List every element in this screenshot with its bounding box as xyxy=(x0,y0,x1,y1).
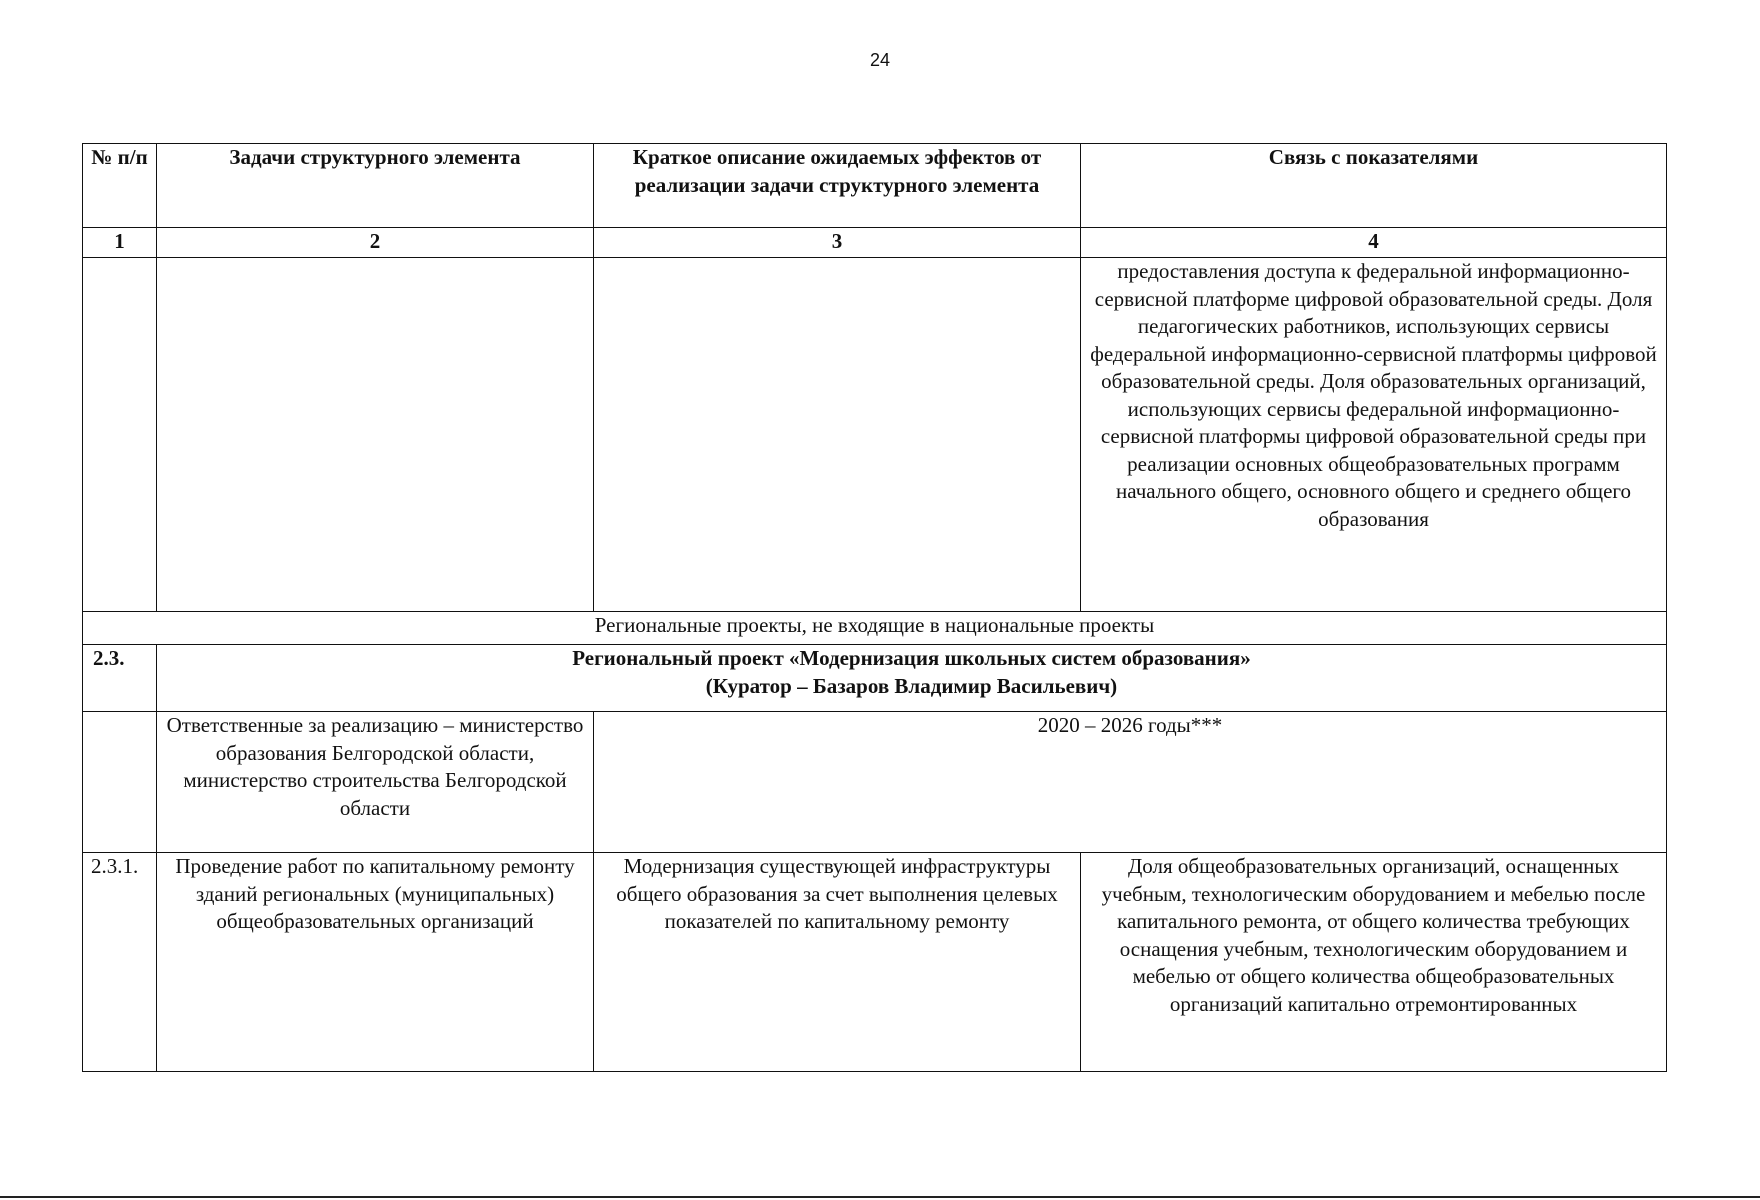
header-num: № п/п xyxy=(83,144,157,228)
continuation-row xyxy=(83,258,1667,612)
bottom-rule xyxy=(0,1196,1760,1198)
responsible-text: Ответственные за реализацию – министерство образования Белгородской области, министерство строительства Белгородской области xyxy=(157,712,594,853)
column-number-1: 1 xyxy=(83,228,157,258)
row-task: Проведение работ по капитальному ремонту зданий региональных (муниципальных) общеобразовательных организаций xyxy=(157,853,594,1072)
section-title: Региональные проекты, не входящие в национальные проекты xyxy=(83,612,1667,645)
project-title: Региональный проект «Модернизация школьных систем образования» xyxy=(572,646,1251,670)
project-heading xyxy=(157,645,1667,712)
column-number-2: 2 xyxy=(157,228,594,258)
table-row xyxy=(83,853,1667,1072)
header-tasks: Задачи структурного элемента xyxy=(157,144,594,228)
empty-cell xyxy=(157,258,594,612)
row-number: 2.3.1. xyxy=(83,853,157,1072)
empty-cell xyxy=(83,712,157,853)
project-curator: (Куратор – Базаров Владимир Васильевич) xyxy=(705,673,1118,698)
header-effects: Краткое описание ожидаемых эффектов от реализации задачи структурного элемента xyxy=(594,144,1081,228)
responsible-row xyxy=(83,712,1667,853)
project-number: 2.3. xyxy=(83,645,157,712)
row-indicator: Доля общеобразовательных организаций, оснащенных учебным, технологическим оборудованием и мебелью после капитального ремонта, от общего количества требующих оснащения учебным, технологическим оборудованием и мебелью от общего количества общеобразовательных организаций капитально отремонтированных xyxy=(1081,853,1667,1072)
header-indicators: Связь с показателями xyxy=(1081,144,1667,228)
page-number: 24 xyxy=(869,50,891,70)
project-row xyxy=(83,645,1667,712)
header-row xyxy=(83,144,1667,228)
column-number-4: 4 xyxy=(1081,228,1667,258)
continuation-indicators: предоставления доступа к федеральной информационно-сервисной платформе цифровой образовательной среды. Доля педагогических работников, использующих сервисы федеральной информационно-сервисной платформы цифровой образовательной среды. Доля образовательных организаций, использующих сервисы федеральной информационно-сервисной платформы цифровой образовательной среды при реализации основных общеобразовательных программ начального общего, основного общего и среднего общего образования xyxy=(1081,258,1667,612)
structural-elements-table xyxy=(82,143,1667,1072)
empty-cell xyxy=(83,258,157,612)
implementation-years: 2020 – 2026 годы*** xyxy=(594,712,1667,853)
section-row xyxy=(83,612,1667,645)
column-number-3: 3 xyxy=(594,228,1081,258)
row-effect: Модернизация существующей инфраструктуры общего образования за счет выполнения целевых показателей по капитальному ремонту xyxy=(594,853,1081,1072)
column-number-row xyxy=(83,228,1667,258)
empty-cell xyxy=(594,258,1081,612)
